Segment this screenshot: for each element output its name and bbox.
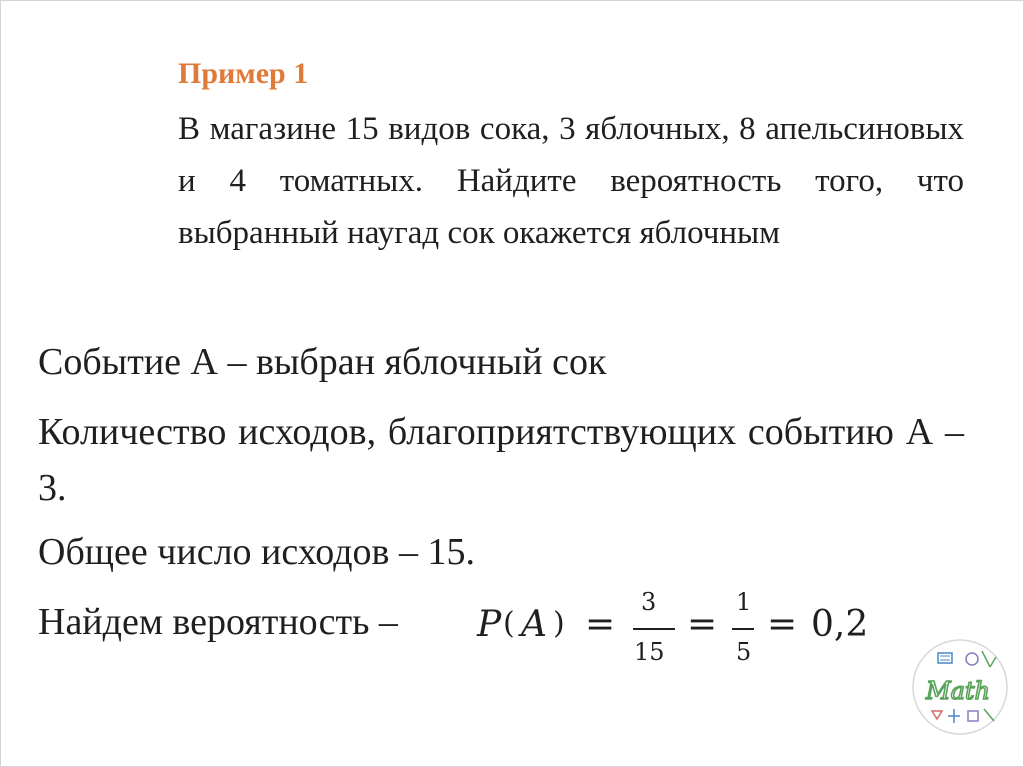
favorable-outcomes: Количество исходов, благоприятствующих событию А – 3. xyxy=(38,411,964,509)
formula-result: 0,2 xyxy=(811,604,869,645)
fraction2-numerator: 1 xyxy=(736,588,752,616)
example-heading: Пример 1 xyxy=(178,57,309,90)
math-logo-icon xyxy=(910,637,1010,737)
formula-a: A xyxy=(521,604,547,645)
formula-close-paren: ) xyxy=(553,606,565,641)
fraction2-denominator: 5 xyxy=(736,638,752,666)
formula-equals-1: = xyxy=(585,604,616,645)
formula-equals-2: = xyxy=(687,604,718,645)
find-probability-label: Найдем вероятность – xyxy=(38,601,398,643)
fraction1-numerator: 3 xyxy=(641,588,657,616)
problem-text: В магазине 15 видов сока, 3 яблочных, 8 апельсиновых и 4 томатных. Найдите вероятность того, что выбранный наугад сок окажется яблочным xyxy=(178,111,964,251)
fraction1-denominator: 15 xyxy=(634,638,665,666)
event-definition: Событие А – выбран яблочный сок xyxy=(38,341,607,383)
fraction2-bar xyxy=(732,628,754,630)
fraction1-bar xyxy=(633,628,675,630)
formula-equals-3: = xyxy=(767,604,798,645)
formula-p: P xyxy=(477,604,502,645)
total-outcomes: Общее число исходов – 15. xyxy=(38,531,475,573)
logo-text: Math xyxy=(926,677,990,705)
formula-open-paren: ( xyxy=(503,606,515,641)
